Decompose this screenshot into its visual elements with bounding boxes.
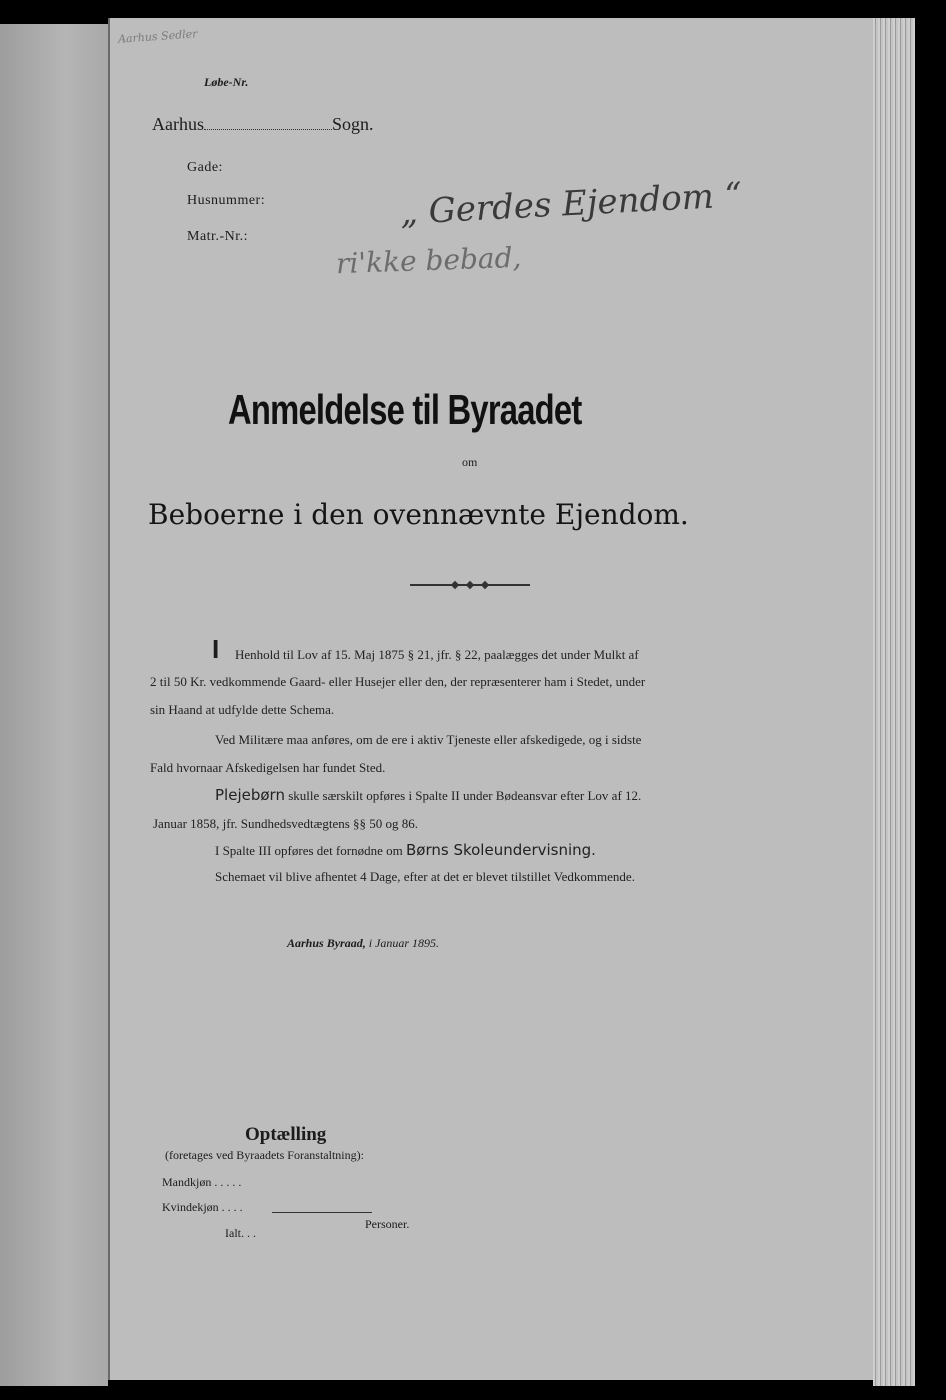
para-line (215, 843, 596, 858)
emphasis-skoleundervisning: Børns Skoleundervisning. (405, 841, 596, 859)
para-line: Schemaet vil blive afhentet 4 Dage, efter at det er blevet tilstillet Vedkommende. (215, 869, 635, 884)
signature-bold: Aarhus Byraad, (287, 936, 366, 950)
emphasis-plejeborn: Plejebørn (215, 786, 285, 804)
drop-cap: I (212, 634, 220, 664)
left-page-spine (0, 24, 108, 1386)
para-line (215, 788, 641, 803)
title-wrap (228, 386, 681, 434)
ialt-label: Ialt. . . (225, 1226, 256, 1240)
om-word: om (462, 455, 478, 469)
sogn-label: Sogn. (332, 114, 374, 134)
mandkjon-label: Mandkjøn . . . . . (162, 1175, 242, 1189)
signature-line (287, 936, 439, 951)
pencil-note: Aarhus Sedler (117, 27, 198, 46)
ornament-divider (410, 584, 530, 586)
lobe-nr-label: Løbe-Nr. (204, 75, 249, 89)
handwritten-note: ri'kke bebad, (335, 240, 522, 281)
page-title: Anmeldelse til Byraadet (228, 386, 582, 433)
personer-label: Personer. (365, 1217, 410, 1231)
para-line: 2 til 50 Kr. vedkommende Gaard- eller Husejer eller den, der repræsenterer ham i Stedet, under (150, 674, 646, 689)
para-line: Ved Militære maa anføres, om de ere i aktiv Tjeneste eller afskedigede, og i sidste (215, 732, 642, 747)
para-line: sin Haand at udfylde dette Schema. (150, 702, 335, 717)
handwritten-property-name: „ Gerdes Ejendom “ (399, 175, 743, 233)
count-subheading: (foretages ved Byraadets Foranstaltning): (165, 1148, 364, 1162)
signature-date: i Januar 1895. (368, 936, 440, 950)
page-stack-edge (873, 18, 915, 1386)
kvindekjon-label: Kvindekjøn . . . . (162, 1200, 243, 1214)
page-subtitle: Beboerne i den ovennævnte Ejendom. (148, 498, 689, 531)
para-text: I Spalte III opføres det fornødne om (215, 843, 403, 858)
sum-rule (272, 1212, 372, 1213)
parish-line (152, 114, 374, 135)
matr-nr-label: Matr.-Nr.: (187, 229, 248, 244)
count-heading: Optælling (245, 1124, 327, 1145)
para-line: Januar 1858, jfr. Sundhedsvedtægtens §§ 50 og 86. (153, 816, 419, 831)
para-line: Fald hvornaar Afskedigelsen har fundet Sted. (150, 760, 386, 775)
para-text: skulle særskilt opføres i Spalte II under Bødeansvar efter Lov af 12. (288, 788, 642, 803)
city-name: Aarhus (152, 114, 204, 134)
parish-blank (204, 117, 332, 130)
husnummer-label: Husnummer: (187, 193, 266, 208)
gade-label: Gade: (187, 160, 223, 175)
para-line: Henhold til Lov af 15. Maj 1875 § 21, jfr. § 22, paalægges det under Mulkt af (235, 647, 639, 662)
